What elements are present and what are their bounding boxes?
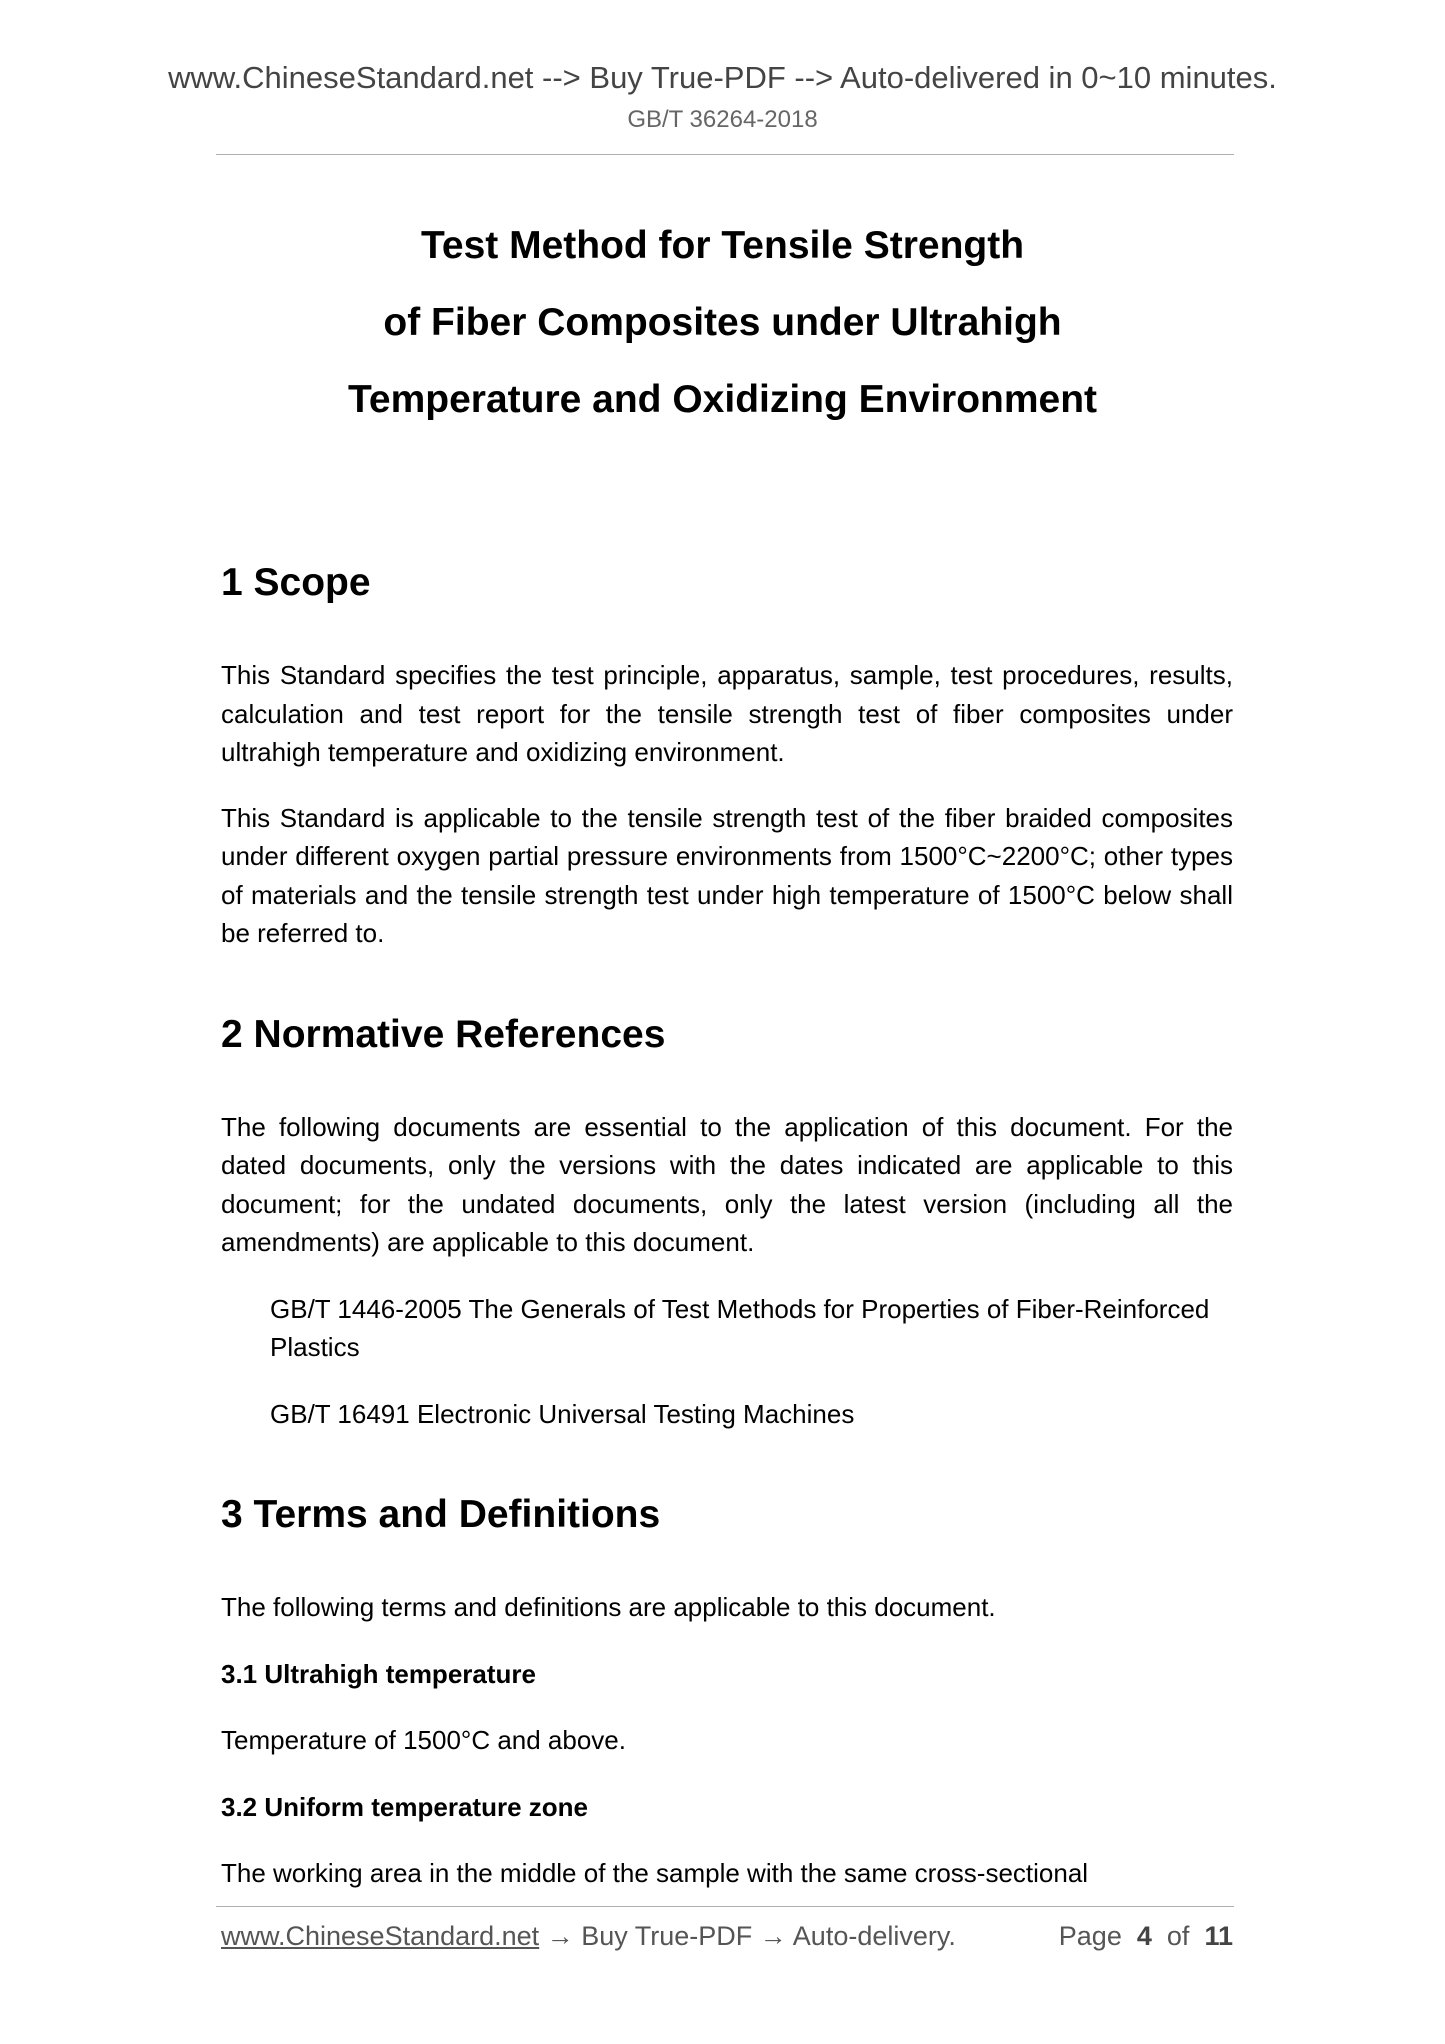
page-number: 4 <box>1136 1921 1152 1951</box>
header-divider <box>216 154 1234 155</box>
footer-delivery-text: Auto-delivery. <box>792 1921 956 1951</box>
arrow-right-icon: → <box>759 1921 787 1951</box>
reference-item: GB/T 16491 Electronic Universal Testing Machines <box>270 1398 855 1429</box>
header-standard-number: GB/T 36264-2018 <box>627 106 818 133</box>
reference-item: GB/T 1446-2005 The Generals of Test Methods for Properties of Fiber-Reinforced Plastics <box>270 1293 1210 1362</box>
section-heading-terms-definitions: 3 Terms and Definitions <box>221 1493 661 1536</box>
section-heading-scope: 1 Scope <box>221 561 371 604</box>
document-body <box>221 558 1233 1893</box>
page-label: Page <box>1058 1921 1122 1951</box>
term-title: 3.2 Uniform temperature zone <box>221 1791 588 1822</box>
section-heading-normative-references: 2 Normative References <box>221 1012 666 1056</box>
term-title: 3.1 Ultrahigh temperature <box>221 1658 536 1689</box>
term-definition: Temperature of 1500°C and above. <box>221 1725 626 1755</box>
total-pages: 11 <box>1204 1921 1233 1951</box>
footer-promo <box>221 1921 956 1952</box>
title-line-1: Test Method for Tensile Strength <box>420 224 1025 267</box>
scope-paragraph-1: This Standard specifies the test principle, apparatus, sample, test procedures, results, calculation and test report for the tensile strength test of fiber composites under ultrahigh temperature and oxidizing environment. <box>221 660 1233 767</box>
footer-buy-text: Buy True-PDF <box>581 1921 753 1951</box>
document-title <box>0 207 1445 438</box>
page-indicator <box>1059 1921 1233 1952</box>
header-promo-text: www.ChineseStandard.net --> Buy True-PDF --> Auto-delivered in 0~10 minutes. <box>168 60 1277 95</box>
arrow-right-icon: → <box>546 1921 574 1951</box>
title-line-2: of Fiber Composites under Ultrahigh <box>383 301 1062 344</box>
title-line-3: Temperature and Oxidizing Environment <box>347 378 1098 421</box>
term-definition: The working area in the middle of the sample with the same cross-sectional <box>221 1858 1089 1888</box>
terms-intro-paragraph: The following terms and definitions are applicable to this document. <box>221 1592 996 1622</box>
footer-divider <box>216 1906 1234 1907</box>
scope-paragraph-2: This Standard is applicable to the tensile strength test of the fiber braided composites under different oxygen partial pressure environments from 1500°C~2200°C; other types of materials and the tensile strength test under high temperature of 1500°C below shall be referred to. <box>221 802 1233 948</box>
normative-references-paragraph: The following documents are essential to the application of this document. For the dated documents, only the versions with the dates indicated are applicable to this document; for the undated documents, only the latest version (including all the amendments) are applicable to this document. <box>221 1111 1233 1257</box>
of-label: of <box>1166 1921 1190 1951</box>
footer-website-link[interactable]: www.ChineseStandard.net <box>221 1921 540 1951</box>
